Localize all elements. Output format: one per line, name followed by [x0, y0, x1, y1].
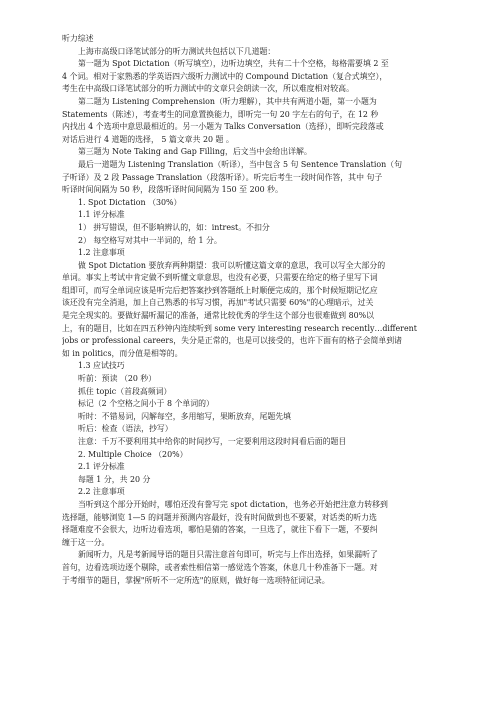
paragraph-line: 如 in politics，而分值是相等的。 [62, 348, 183, 358]
paragraph-line: 择题难度不会很大，边听边看选项，哪怕是猜的答案，一旦选了，就往下看下一题，不要纠 [62, 525, 378, 535]
section-heading: 2. Multiple Choice （20%） [78, 449, 188, 459]
paragraph-line: 当听到这个部分开始时，哪怕还没有誊写完 spot dictation，也务必开始把注意力转移到 [78, 499, 388, 509]
paragraph-line: 内找出 4 个选项中意思最相近的。另一小题为 Talks Conversation（选择），即听完段落或 [62, 122, 384, 132]
list-item: 听时：不错易词，闪解每空，多用缩写，果断放弃，尾题先填 [78, 411, 292, 421]
paragraph-line: 单词。事实上考试中肯定做不到听懂文章意思，也没有必要，只需要在给定的格子里写下词 [62, 273, 378, 283]
paragraph-line: 于考细节的题目，掌握"所听不一定所选"的原则，做好每一选项特征词记录。 [62, 575, 330, 585]
list-item: 听前：预读 （20 秒） [78, 374, 157, 384]
paragraph-line: 该还没有完全消退，加上自己熟悉的书写习惯，再加"考试只需要 60%"的心理暗示，过关 [62, 298, 374, 308]
subsection-heading: 1.3 应试技巧 [78, 361, 125, 371]
list-item: 1） 拼写错误，但不影响辨认的，如：intrest。不扣分 [78, 222, 270, 232]
paragraph-line: 上海市高级口译笔试部分的听力测试共包括以下几道题： [78, 46, 276, 56]
subsection-heading: 2.2 注意事项 [78, 487, 125, 497]
paragraph-line: 最后一道题为 Listening Translation（听译），当中包含 5 句 Sentence Translation（句 [78, 159, 402, 169]
paragraph-line: 考生在中高级口译笔试部分的听力测试中的文章只会朗读一次，所以难度相对较高。 [62, 84, 354, 94]
paragraph-line: 第三题为 Note Taking and Gap Filling，后文当中会给出详解。 [78, 147, 312, 157]
paragraph-line: 第二题为 Listening Comprehension（听力理解），其中共有两道小题，第一小题为 [78, 96, 377, 106]
subsection-heading: 1.2 注意事项 [78, 248, 125, 258]
paragraph-line: Statements（陈述），考查考生的同意置换能力，即听完一句 20 字左右的句子，在 12 秒 [62, 109, 379, 119]
paragraph-line: 做 Spot Dictation 要放弃两种期望：我可以听懂这篇文章的意思，我可以写全大部分的 [78, 260, 386, 270]
paragraph-line: 对话后进行 4 道题的选择， 5 篇文章共 20 题 。 [62, 134, 234, 144]
list-item: 2） 每空格写对其中一半词的，给 1 分。 [78, 235, 222, 245]
section-heading: 1. Spot Dictation （30%） [78, 197, 182, 207]
list-item: 听后：检查（语法，抄写） [78, 424, 173, 434]
paragraph-line: 子听译）及 2 段 Passage Translation（段落听译）。听完后考生一段时间作答，其中 句子 [62, 172, 383, 182]
list-item: 抓住 topic（首段高频词） [78, 386, 172, 396]
paragraph-line: 听译时间间隔为 50 秒，段落听译时间间隔为 150 至 200 秒。 [62, 185, 283, 195]
paragraph-line: jobs or professional careers，失分是正常的，也是可以接受的，也许下面有的格子会简单到诸 [62, 336, 403, 346]
paragraph-line: 第一题为 Spot Dictation（听写填空），边听边填空，共有二十个空格，每格需要填 2 至 [78, 59, 389, 69]
paragraph-line: 缠于这一分。 [62, 537, 110, 547]
subsection-heading: 2.1 评分标准 [78, 462, 125, 472]
paragraph-line: 首句，边看选项边逐个剔除，或者索性相信第一感觉选个答案，休息几十秒准备下一题。对 [62, 562, 378, 572]
paragraph-line: 是完全现实的。要做好漏听漏记的准备，通常比较优秀的学生这个部分也很难做到 80%以 [62, 311, 375, 321]
paragraph-line: 选择题，能够浏览 1—5 的问题并预测内容最好，没有时间做到也不要紧，对话类的听力选 [62, 512, 377, 522]
list-item: 每题 1 分，共 20 分 [78, 474, 151, 484]
section-heading: 听力综述 [62, 34, 94, 43]
paragraph-line: 组即可，而写全单词应该是听完后把答案抄到答题纸上时顺便完成的，那个时候短期记忆应 [62, 285, 378, 295]
document-body [62, 33, 438, 587]
paragraph-line: 4 个词。相对于家熟悉的学英语四六级听力测试中的 Compound Dictation（复合式填空）， [62, 71, 388, 81]
paragraph-line: 上，有的题目，比如在四五秒钟内连续听到 some very interesting research recently…different [62, 323, 417, 333]
paragraph-line: 新闻听力，凡是考新闻导语的题目只需注意首句即可，听完与上作出选择，如果漏听了 [78, 550, 378, 560]
subsection-heading: 1.1 评分标准 [78, 210, 125, 220]
list-item: 标记（2 个空格之间小于 8 个单词的） [78, 399, 214, 409]
list-item: 注意：千万不要利用其中给你的时间抄写，一定要利用这段时间看后面的题目 [78, 437, 347, 446]
